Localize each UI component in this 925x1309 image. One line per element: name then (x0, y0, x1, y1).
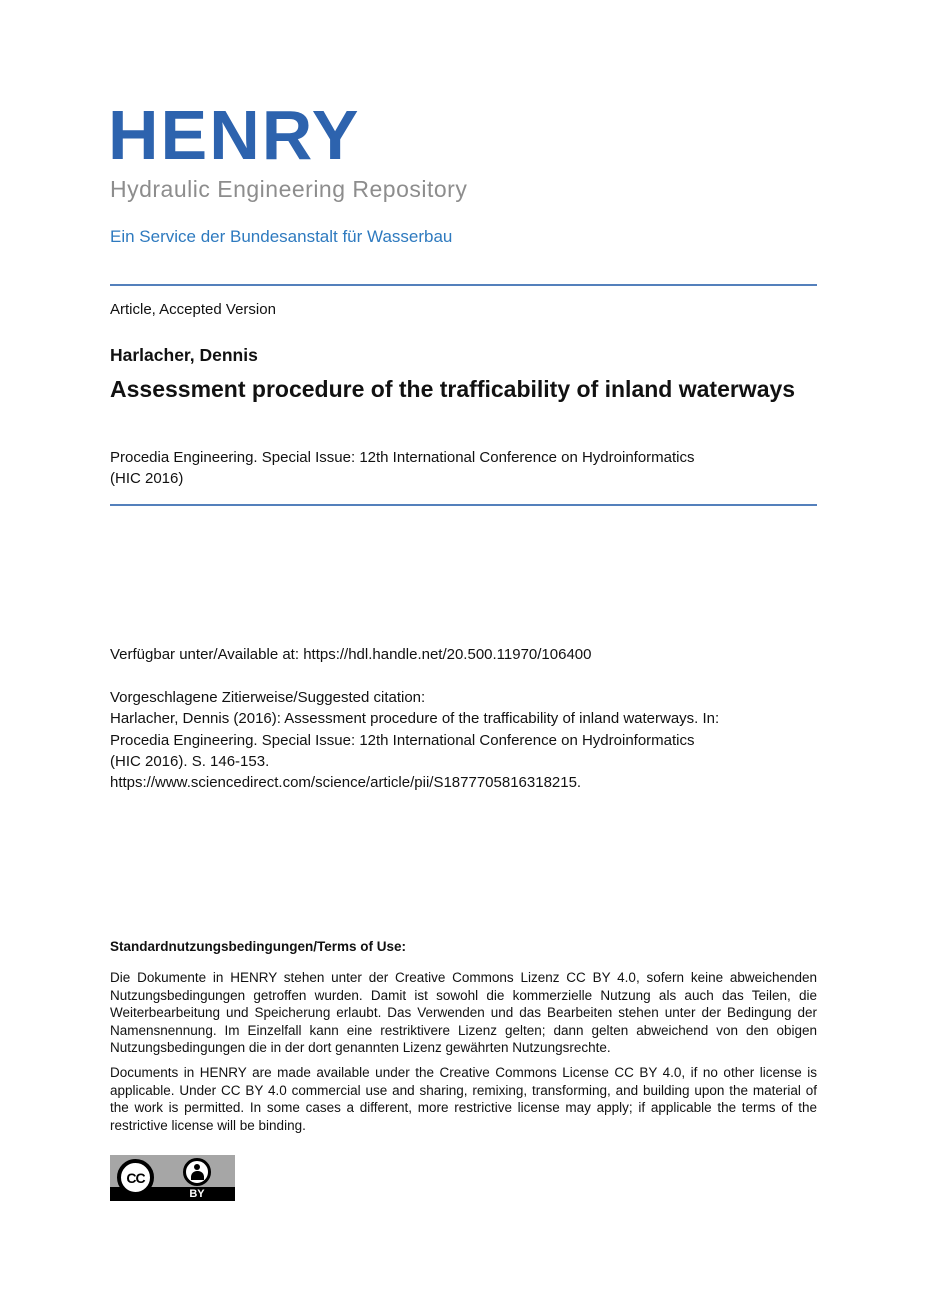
cc-logo-icon: CC (117, 1159, 154, 1196)
divider-bottom (110, 504, 817, 506)
terms-heading: Standardnutzungsbedingungen/Terms of Use: (110, 939, 407, 954)
handle-url-link[interactable]: https://hdl.handle.net/20.500.11970/106400 (303, 646, 592, 663)
article-journal (110, 447, 817, 489)
divider-top (110, 284, 817, 286)
sciencedirect-url-link[interactable]: https://www.sciencedirect.com/science/article/pii/S1877705816318215. (110, 774, 582, 792)
terms-paragraph-english: Documents in HENRY are made available under the Creative Commons License CC BY 4.0, if no other license is applicable. Under CC BY 4.0 commercial use and sharing, remixing, transforming, and building upon the material of the work is permitted. In some cases a different, more restrictive license may apply; if applicable the terms of the restrictive license will be binding. (110, 1065, 817, 1133)
citation-line: (HIC 2016). S. 146-153. (110, 752, 270, 770)
citation-block (110, 687, 830, 793)
citation-line: Procedia Engineering. Special Issue: 12th International Conference on Hydroinformatics (110, 731, 695, 749)
citation-line: Harlacher, Dennis (2016): Assessment procedure of the trafficability of inland waterways. In: (110, 710, 720, 728)
journal-line: Procedia Engineering. Special Issue: 12th International Conference on Hydroinformatics (110, 449, 695, 466)
repository-subtitle: Hydraulic Engineering Repository (110, 176, 468, 202)
journal-line: (HIC 2016) (110, 470, 184, 487)
henry-logo: HENRY (108, 96, 361, 174)
terms-paragraph-german: Die Dokumente in HENRY stehen unter der Creative Commons Lizenz CC BY 4.0, sofern keine abweichenden Nutzungsbedingungen getroffen wurden. Damit ist sowohl die kommerzielle Nutzung als auch das Teilen, die Weiterbearbeitung und Speicherung erlaubt. Das Verwenden und das Bearbeiten stehen unter der Bedingung der Namensnennung. Im Einzelfall kann eine restriktivere Lizenz gelten; dann gelten abweichend von den obigen Nutzungsbedingungen die in der dort genannten Lizenz gewährten Nutzungsrechte. (110, 970, 817, 1056)
article-author: Harlacher, Dennis (110, 345, 258, 365)
article-version-label: Article, Accepted Version (110, 301, 276, 318)
article-title: Assessment procedure of the trafficability of inland waterways (110, 376, 796, 402)
person-body (191, 1171, 204, 1180)
attribution-person-icon (183, 1158, 211, 1186)
service-tagline: Ein Service der Bundesanstalt für Wasserbau (110, 227, 453, 246)
cc-by-license-badge[interactable] (110, 1155, 235, 1201)
person-head (194, 1164, 200, 1170)
available-at-label: Verfügbar unter/Available at: (110, 646, 304, 663)
citation-heading: Vorgeschlagene Zitierweise/Suggested citation: (110, 689, 426, 706)
available-at-line (110, 644, 830, 665)
by-label: BY (189, 1188, 205, 1200)
